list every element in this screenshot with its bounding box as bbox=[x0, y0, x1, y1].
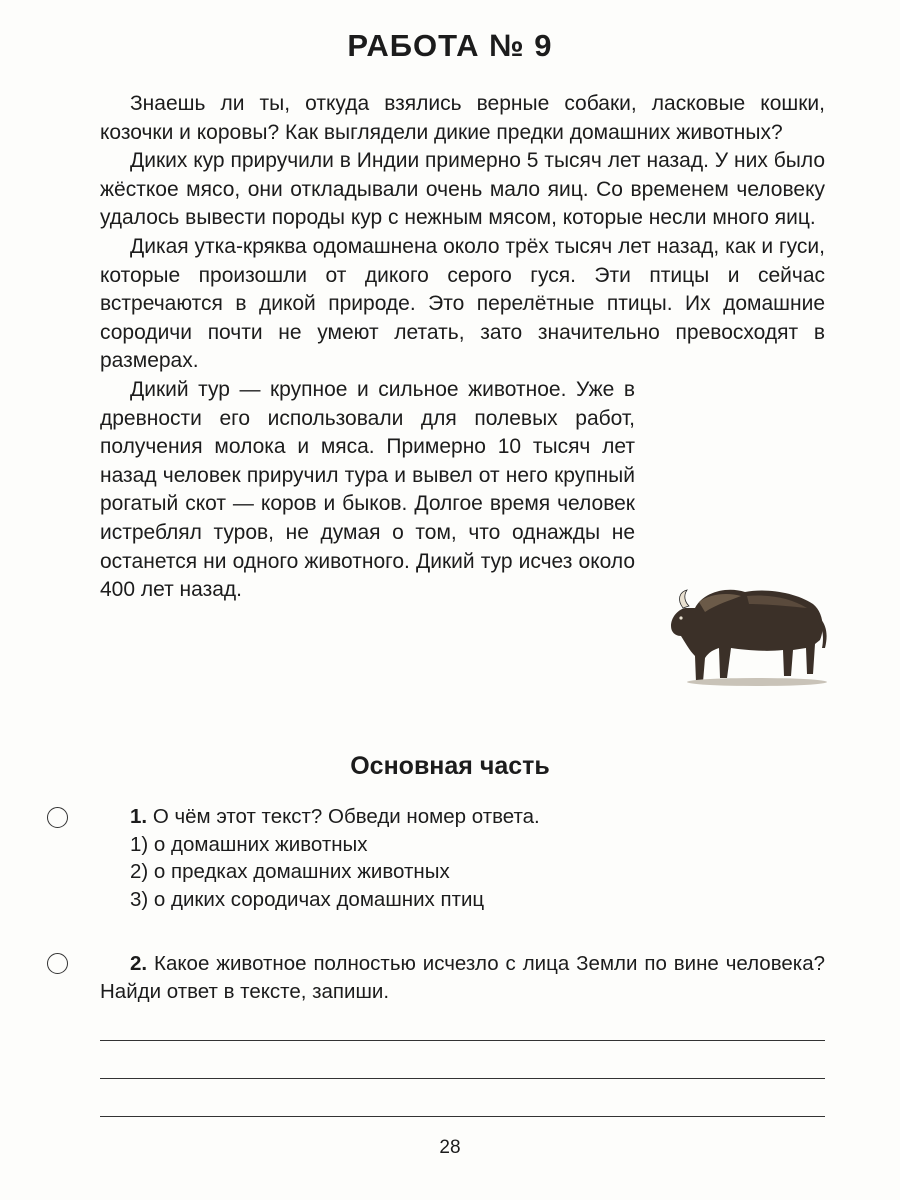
answer-option-3[interactable]: 3) о диких сородичах домашних птиц bbox=[130, 887, 485, 911]
page-number: 28 bbox=[439, 1137, 461, 1158]
question-1-number: 1. bbox=[130, 805, 148, 828]
bison-icon bbox=[665, 578, 830, 690]
question-1-prompt bbox=[130, 803, 540, 831]
question-2-text: Какое животное полностью исчезло с лица Земли по вине человека? Найди ответ в тексте, запиши. bbox=[100, 952, 825, 1003]
question-2-prompt bbox=[100, 950, 825, 1006]
reading-passage bbox=[100, 90, 825, 605]
question-2-number: 2. bbox=[130, 952, 148, 975]
passage-paragraph: Знаешь ли ты, откуда взялись верные собаки, ласковые кошки, козочки и коровы? Как выглядели дикие предки домашних животных? bbox=[100, 92, 825, 144]
passage-paragraph: Дикий тур — крупное и сильное животное. Уже в древности его использовали для полевых работ, получения молока и мяса. Примерно 10 тысяч лет назад человек приручил тура и вывел от него крупный рогатый скот — коров и быков. Долгое время человек истреблял туров, не думая о том, что однажды не останется ни одного животного. Дикий тур исчез около 400 лет назад. bbox=[100, 377, 635, 602]
question-1-text: О чём этот текст? Обведи номер ответа. bbox=[152, 805, 540, 828]
passage-paragraph: Дикая утка-кряква одомашнена около трёх тысяч лет назад, как и гуси, которые произошли от дикого серого гуся. Эти птицы и сейчас встречаются в дикой природе. Это перелётные птицы. Их домашние сородичи почти не умеют летать, зато значительно превосходят в размерах. bbox=[100, 234, 825, 373]
answer-option-1[interactable]: 1) о домашних животных bbox=[130, 832, 368, 856]
task-checkbox[interactable] bbox=[47, 807, 68, 828]
answer-option-2[interactable]: 2) о предках домашних животных bbox=[130, 860, 450, 883]
question-2 bbox=[100, 950, 825, 1006]
answer-line[interactable] bbox=[100, 1040, 825, 1041]
task-checkbox[interactable] bbox=[47, 953, 68, 974]
passage-paragraph: Диких кур приручили в Индии примерно 5 тысяч лет назад. У них было жёсткое мясо, они откладывали очень мало яиц. Со временем человеку удалось вывести породы кур с нежным мясом, которые несли много яиц. bbox=[100, 149, 825, 230]
question-1 bbox=[130, 803, 540, 913]
answer-line[interactable] bbox=[100, 1078, 825, 1079]
page-title: РАБОТА № 9 bbox=[347, 28, 553, 63]
answer-line[interactable] bbox=[100, 1116, 825, 1117]
section-title: Основная часть bbox=[350, 752, 550, 780]
